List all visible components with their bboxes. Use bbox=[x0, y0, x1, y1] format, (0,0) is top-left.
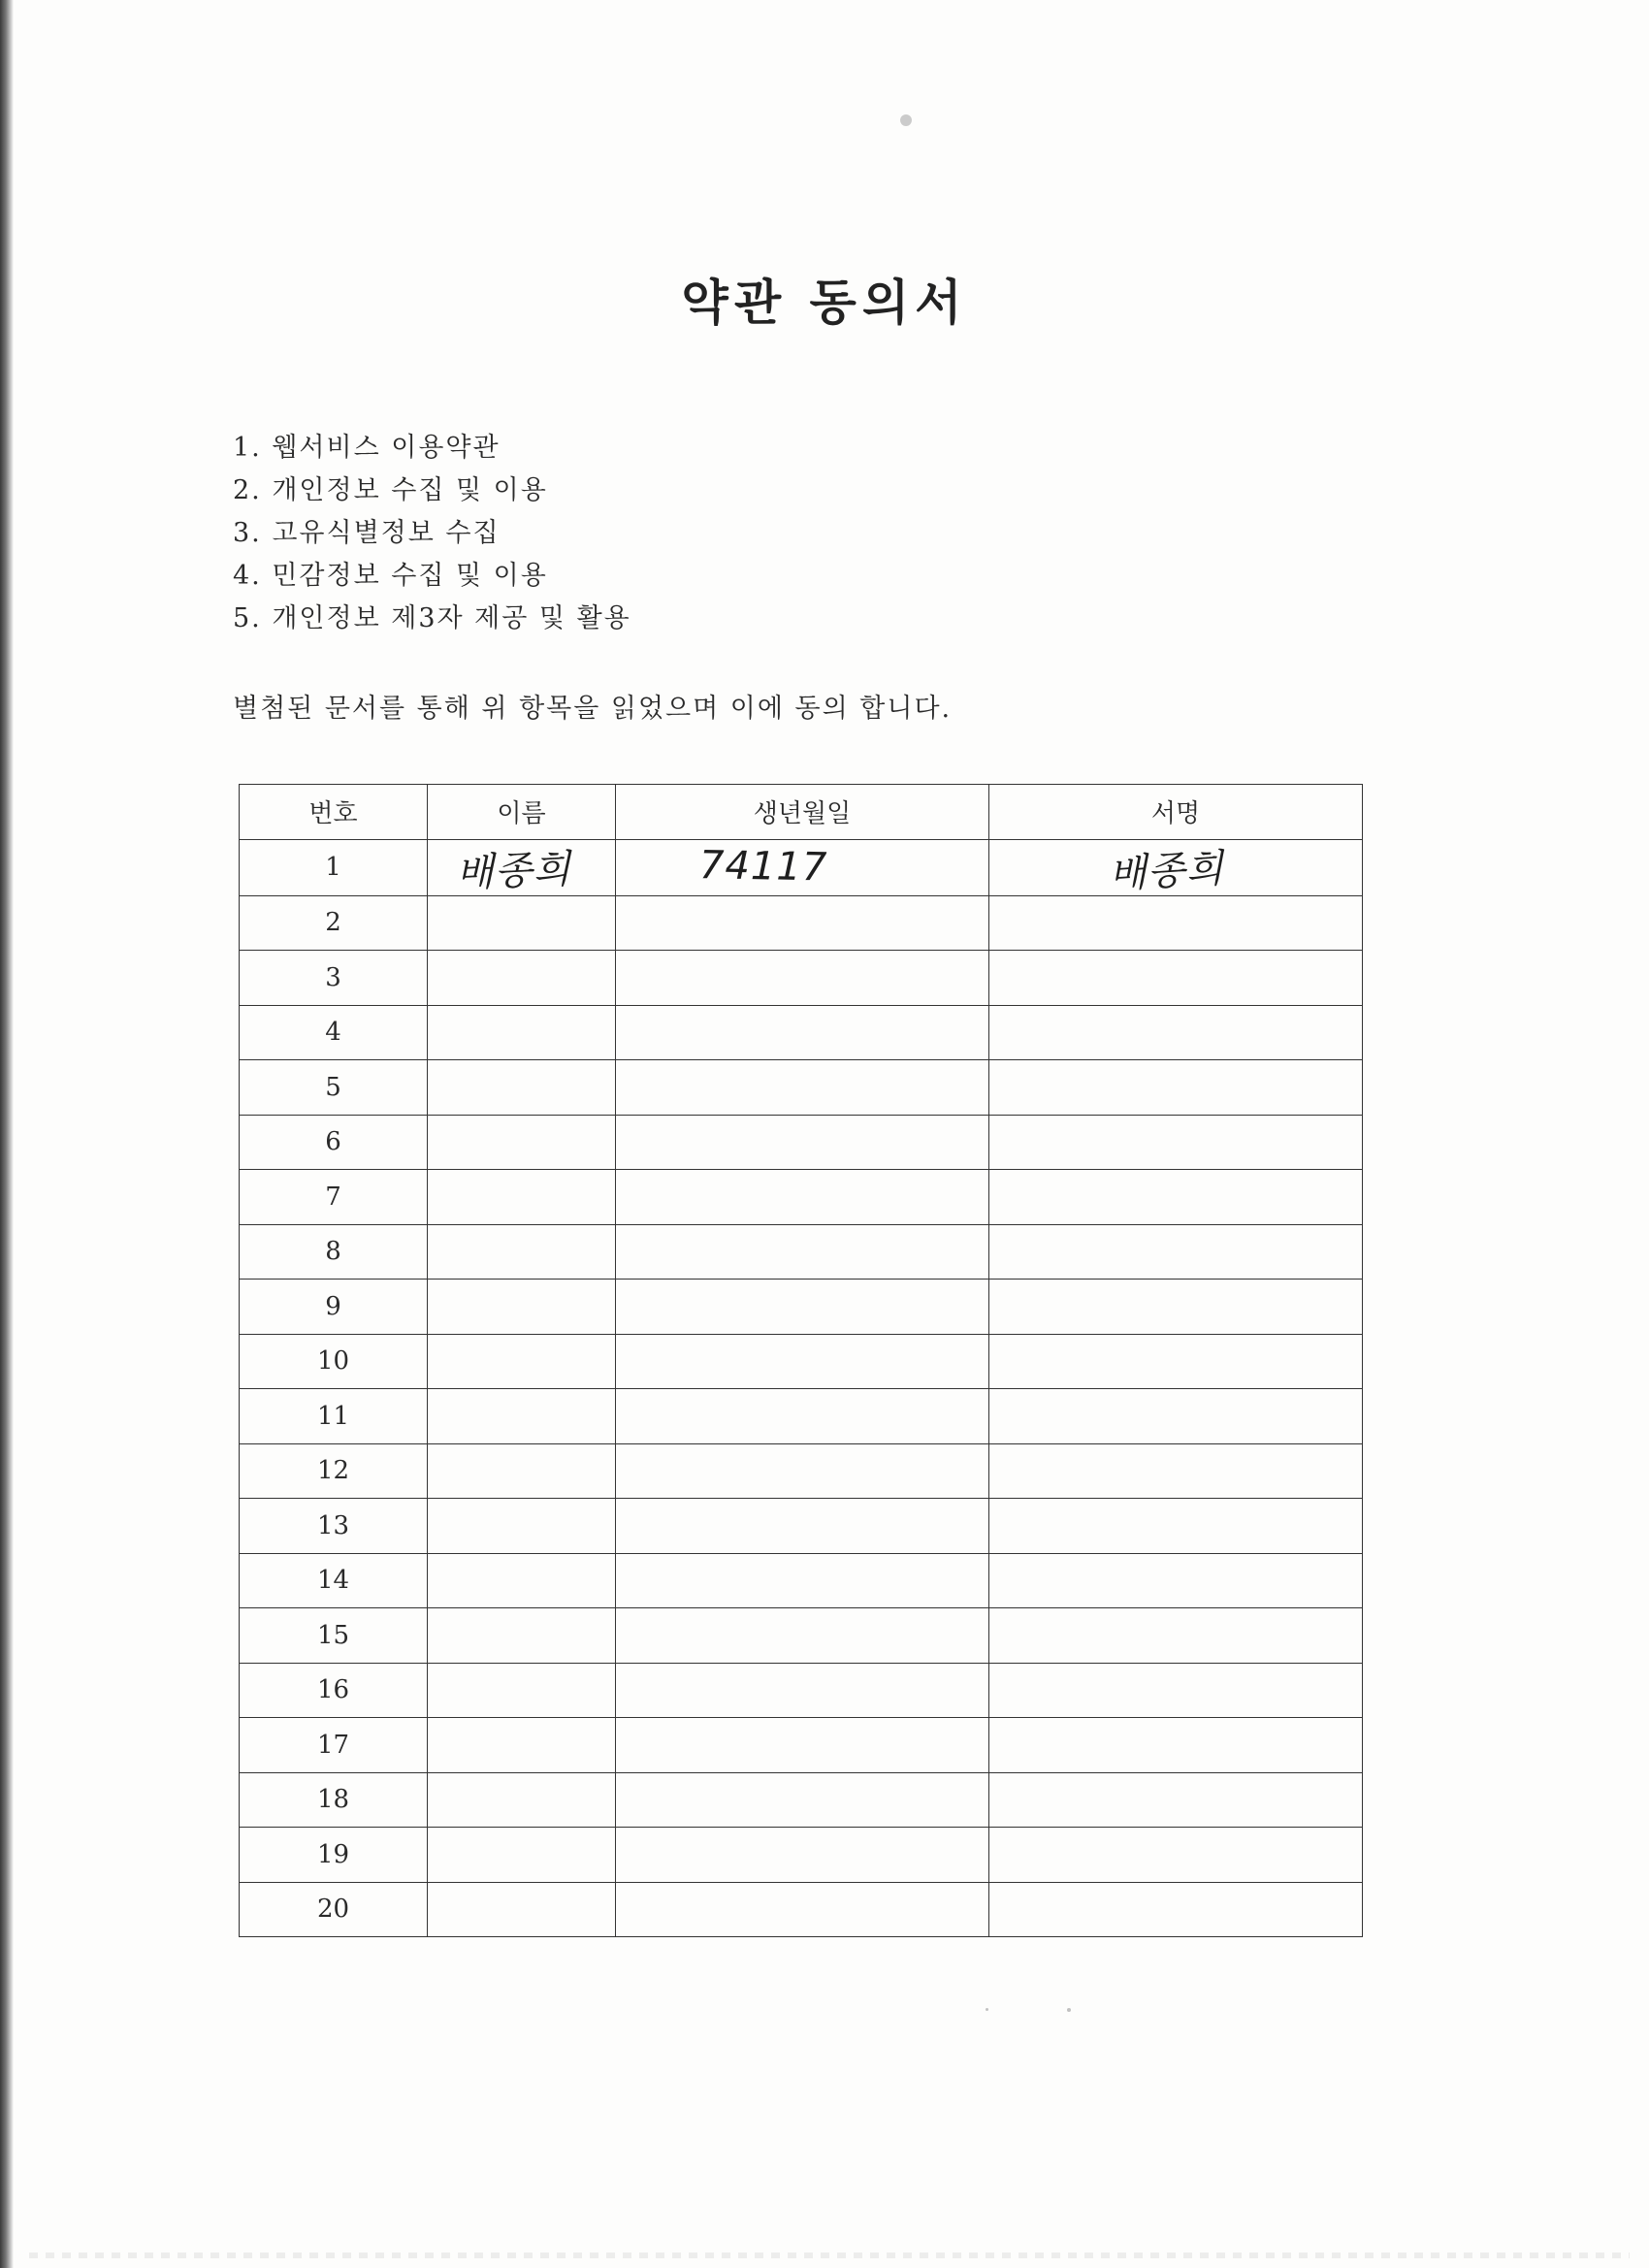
row-number: 18 bbox=[240, 1772, 428, 1828]
name-cell[interactable] bbox=[428, 1718, 616, 1773]
name-cell[interactable] bbox=[428, 1060, 616, 1116]
header-birthdate: 생년월일 bbox=[616, 785, 989, 840]
terms-item: 1. 웹서비스 이용약관 bbox=[233, 433, 501, 463]
birthdate-cell[interactable] bbox=[616, 1882, 989, 1937]
name-cell[interactable] bbox=[428, 1005, 616, 1060]
birthdate-cell[interactable] bbox=[616, 1115, 989, 1170]
header-number: 번호 bbox=[240, 785, 428, 840]
table-row bbox=[240, 1663, 1363, 1718]
table-row bbox=[240, 839, 1363, 895]
table-row bbox=[240, 895, 1363, 951]
dust-speck bbox=[986, 2008, 988, 2011]
signature-cell[interactable] bbox=[989, 1882, 1363, 1937]
name-cell[interactable] bbox=[428, 1828, 616, 1883]
signature-cell[interactable] bbox=[989, 1389, 1363, 1444]
signature-cell[interactable] bbox=[989, 1280, 1363, 1335]
signature-cell[interactable] bbox=[989, 1499, 1363, 1554]
signature-cell[interactable] bbox=[989, 1828, 1363, 1883]
name-cell[interactable] bbox=[428, 1608, 616, 1664]
header-signature: 서명 bbox=[989, 785, 1363, 840]
row-number: 9 bbox=[240, 1280, 428, 1335]
name-cell[interactable] bbox=[428, 1334, 616, 1389]
row-number: 19 bbox=[240, 1828, 428, 1883]
birthdate-cell[interactable] bbox=[616, 1005, 989, 1060]
birthdate-cell[interactable] bbox=[616, 895, 989, 951]
row-number: 17 bbox=[240, 1718, 428, 1773]
signature-cell[interactable] bbox=[989, 951, 1363, 1006]
row-number: 2 bbox=[240, 895, 428, 951]
row-number: 15 bbox=[240, 1608, 428, 1664]
table-row bbox=[240, 1499, 1363, 1554]
terms-item: 4. 민감정보 수집 및 이용 bbox=[233, 561, 548, 591]
signature-cell[interactable] bbox=[989, 1443, 1363, 1499]
table-row bbox=[240, 1772, 1363, 1828]
birthdate-cell[interactable] bbox=[616, 1663, 989, 1718]
birthdate-cell[interactable] bbox=[616, 1170, 989, 1225]
terms-item: 3. 고유식별정보 수집 bbox=[233, 518, 501, 548]
header-name: 이름 bbox=[428, 785, 616, 840]
row-number: 10 bbox=[240, 1334, 428, 1389]
row-number: 13 bbox=[240, 1499, 428, 1554]
name-cell[interactable] bbox=[428, 839, 616, 895]
handwritten-birthdate: 74117 bbox=[698, 843, 828, 891]
row-number: 20 bbox=[240, 1882, 428, 1937]
signature-cell[interactable] bbox=[989, 1170, 1363, 1225]
table-header-row bbox=[240, 785, 1363, 840]
table-row bbox=[240, 1828, 1363, 1883]
table-row bbox=[240, 1443, 1363, 1499]
row-number: 4 bbox=[240, 1005, 428, 1060]
name-cell[interactable] bbox=[428, 1882, 616, 1937]
signature-cell[interactable] bbox=[989, 1005, 1363, 1060]
table-row bbox=[240, 1608, 1363, 1664]
table-row bbox=[240, 1334, 1363, 1389]
consent-statement: 별첨된 문서를 통해 위 항목을 읽었으며 이에 동의 합니다. bbox=[233, 694, 953, 724]
signature-cell[interactable] bbox=[989, 1224, 1363, 1280]
row-number: 16 bbox=[240, 1663, 428, 1718]
signature-cell[interactable] bbox=[989, 895, 1363, 951]
birthdate-cell[interactable] bbox=[616, 1718, 989, 1773]
name-cell[interactable] bbox=[428, 1553, 616, 1608]
table-row bbox=[240, 1060, 1363, 1116]
birthdate-cell[interactable] bbox=[616, 1553, 989, 1608]
signature-cell[interactable] bbox=[989, 1772, 1363, 1828]
row-number: 5 bbox=[240, 1060, 428, 1116]
birthdate-cell[interactable] bbox=[616, 1499, 989, 1554]
name-cell[interactable] bbox=[428, 1115, 616, 1170]
signature-cell[interactable] bbox=[989, 1553, 1363, 1608]
name-cell[interactable] bbox=[428, 1389, 616, 1444]
table-row bbox=[240, 951, 1363, 1006]
dust-speck bbox=[900, 114, 912, 126]
name-cell[interactable] bbox=[428, 895, 616, 951]
table-row bbox=[240, 1224, 1363, 1280]
row-number: 7 bbox=[240, 1170, 428, 1225]
terms-item: 2. 개인정보 수집 및 이용 bbox=[233, 475, 548, 505]
signature-cell[interactable] bbox=[989, 1115, 1363, 1170]
name-cell[interactable] bbox=[428, 1499, 616, 1554]
signature-cell[interactable] bbox=[989, 839, 1363, 895]
row-number: 3 bbox=[240, 951, 428, 1006]
name-cell[interactable] bbox=[428, 1772, 616, 1828]
birthdate-cell[interactable] bbox=[616, 1608, 989, 1664]
row-number: 11 bbox=[240, 1389, 428, 1444]
row-number: 8 bbox=[240, 1224, 428, 1280]
name-cell[interactable] bbox=[428, 951, 616, 1006]
birthdate-cell[interactable] bbox=[616, 839, 989, 895]
table-row bbox=[240, 1280, 1363, 1335]
birthdate-cell[interactable] bbox=[616, 1280, 989, 1335]
signature-cell[interactable] bbox=[989, 1060, 1363, 1116]
terms-list bbox=[233, 427, 631, 640]
birthdate-cell[interactable] bbox=[616, 1060, 989, 1116]
table-row bbox=[240, 1882, 1363, 1937]
table-row bbox=[240, 1553, 1363, 1608]
handwritten-name: 배종희 bbox=[455, 846, 572, 895]
birthdate-cell[interactable] bbox=[616, 1224, 989, 1280]
table-row bbox=[240, 1115, 1363, 1170]
name-cell[interactable] bbox=[428, 1280, 616, 1335]
dust-speck bbox=[1067, 2008, 1071, 2012]
row-number: 1 bbox=[240, 839, 428, 895]
table-row bbox=[240, 1005, 1363, 1060]
table-row bbox=[240, 1389, 1363, 1444]
signature-cell[interactable] bbox=[989, 1718, 1363, 1773]
birthdate-cell[interactable] bbox=[616, 1443, 989, 1499]
name-cell[interactable] bbox=[428, 1443, 616, 1499]
name-cell[interactable] bbox=[428, 1170, 616, 1225]
row-number: 6 bbox=[240, 1115, 428, 1170]
handwritten-signature: 배종희 bbox=[1107, 845, 1225, 897]
row-number: 14 bbox=[240, 1553, 428, 1608]
table-row bbox=[240, 1718, 1363, 1773]
birthdate-cell[interactable] bbox=[616, 1334, 989, 1389]
signature-cell[interactable] bbox=[989, 1334, 1363, 1389]
page-title: 약관 동의서 bbox=[681, 274, 968, 331]
scan-bottom-noise bbox=[29, 2252, 1630, 2258]
birthdate-cell[interactable] bbox=[616, 1389, 989, 1444]
signature-cell[interactable] bbox=[989, 1663, 1363, 1718]
signature-cell[interactable] bbox=[989, 1608, 1363, 1664]
scan-edge-shadow bbox=[0, 0, 14, 2268]
birthdate-cell[interactable] bbox=[616, 951, 989, 1006]
row-number: 12 bbox=[240, 1443, 428, 1499]
signature-table bbox=[239, 784, 1363, 1937]
birthdate-cell[interactable] bbox=[616, 1772, 989, 1828]
name-cell[interactable] bbox=[428, 1663, 616, 1718]
terms-item: 5. 개인정보 제3자 제공 및 활용 bbox=[233, 603, 631, 633]
table-row bbox=[240, 1170, 1363, 1225]
name-cell[interactable] bbox=[428, 1224, 616, 1280]
birthdate-cell[interactable] bbox=[616, 1828, 989, 1883]
